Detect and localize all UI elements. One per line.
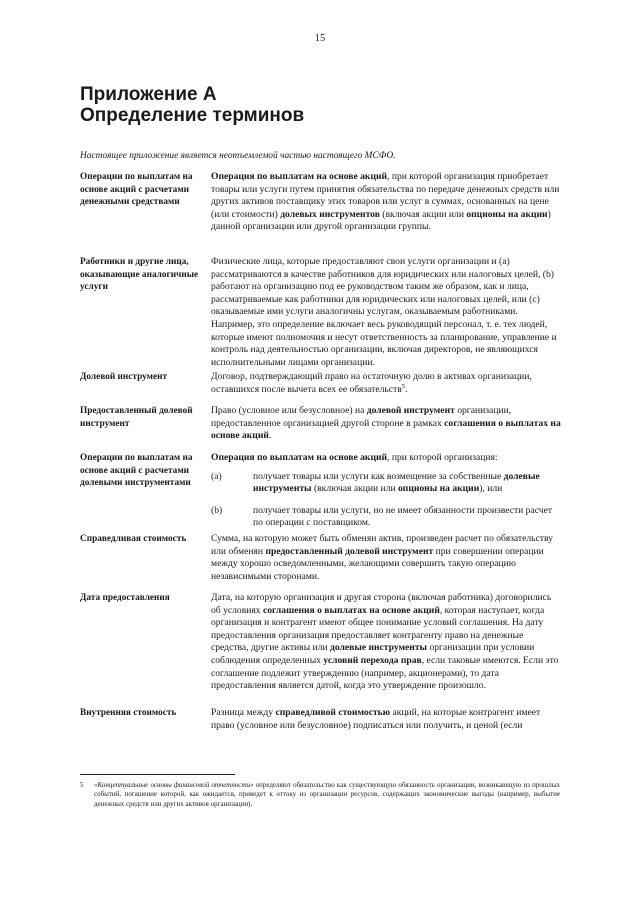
term-equity-instrument-granted: Предоставленный долевой инструмент [80, 406, 193, 429]
heading-line-2: Определение терминов [80, 105, 305, 126]
definition-equity-instrument: Договор, подтверждающий право на остаточную долю в активах организации, оставшихся после вычета всех ее обязательств$^5$. [211, 371, 532, 395]
definition-grant-date: Дата, на которую организация и другая сторона (включая работника) договорились об условиях соглашения о выплатах на основе акций, которая наступает, когда организация и контрагент имеют общее понимание условий соглашения. На дату предоставления организация предоставляет контрагенту право на денежные средства, другие активы или долевые инструменты организации при условии соблюдения определенных условий перехода прав, если таковые имеются. Если это соглашение подлежит утверждению (например, акционерами), то дата предоставления является датой, когда это утверждение произошло. [211, 592, 559, 692]
term-employees: Работники и другие лица, оказывающие аналогичные услуги [80, 257, 199, 293]
term-grant-date: Дата предоставления [80, 593, 170, 603]
footnote-divider [80, 774, 235, 775]
footnote-text: «Концептуальные основы финансовой отчетности» определяют обязательство как существующую обязанность организации, возникающую из прошлых событий, погашение которой, как ожидается, приведет к оттоку из организации ресурсов, содержащих экономические выгоды (например, выбытие денежных средств или других активов организации). [94, 781, 560, 808]
definition-equity-instrument-granted: Право (условное или безусловное) на долевой инструмент организации, предоставленное организацией другой стороне в рамках соглашения о выплатах на основе акций. [211, 405, 561, 442]
heading-line-1: Приложение А [80, 84, 217, 105]
definition-item-b: (b) получает товары или услуги, но не имеет обязанности произвести расчет по операции с поставщиком. [211, 504, 553, 529]
definition-employees: Физические лица, которые предоставляют свои услуги организации и (а) рассматриваются в качестве работников для юридических или налоговых целей, (b) работают на организацию под ее руководством таким же образом, как и лица, рассматриваемые как работники для юридических или налоговых целей, или (с) оказываемые ими услуги аналогичны услугам, оказываемым работниками. Например, это определение включает весь руководящий персонал, т. е. тех людей, которые имеют полномочия и несут ответственность за планирование, управление и контроль над деятельностью организации, включая директоров, не являющихся исполнительными лицами организации. [211, 256, 557, 368]
term-equity-settled: Операции по выплатам на основе акций с расчетами долевыми инструментами [80, 453, 193, 489]
term-intrinsic-value: Внутренняя стоимость [80, 708, 177, 718]
definition-item-a: (a) получает товары или услуги как возмещение за собственные долевые инструменты (включая акции или опционы на акции), или [211, 470, 540, 495]
term-fair-value: Справедливая стоимость [80, 534, 187, 544]
intro-text: Настоящее приложение является неотъемлемой частью настоящего МСФО. [80, 151, 396, 161]
page-heading [80, 84, 304, 126]
definition-cash-settled: Операция по выплатам на основе акций, при которой организация приобретает товары или услуги путем принятия обязательства по передаче денежных средств или других активов поставщику этих товаров или услуг в суммах, основанных на цене (или стоимости) долевых инструментов (включая акции или опционы на акции) данной организации или другой организации группы. [211, 171, 560, 233]
definition-fair-value: Сумма, на которую может быть обменян актив, произведен расчет по обязательству или обменян предоставленный долевой инструмент при совершении операции между хорошо осведомленными, желающими совершить такую операцию независимыми сторонами. [211, 533, 553, 582]
term-equity-instrument: Долевой инструмент [80, 372, 168, 382]
page-number: 15 [314, 33, 326, 44]
term-cash-settled: Операции по выплатам на основе акций с расчетами денежными средствами [80, 172, 193, 208]
definition-equity-settled: Операция по выплатам на основе акций, при которой организация: (a) получает товары или услуги как возмещение за собственные долевые инструменты (включая акции или опционы на акции), или (b) получает товары или услуги, но не имеет обязанности произвести расчет по операции с поставщиком. [211, 452, 561, 530]
definition-intrinsic-value: Разница между справедливой стоимостью акций, на которые контрагент имеет право (условное или безусловное) подписаться или получить, и ценой (если [211, 707, 541, 731]
footnote-mark: 5 [80, 781, 84, 789]
footnote-ref: 5 [401, 382, 405, 390]
